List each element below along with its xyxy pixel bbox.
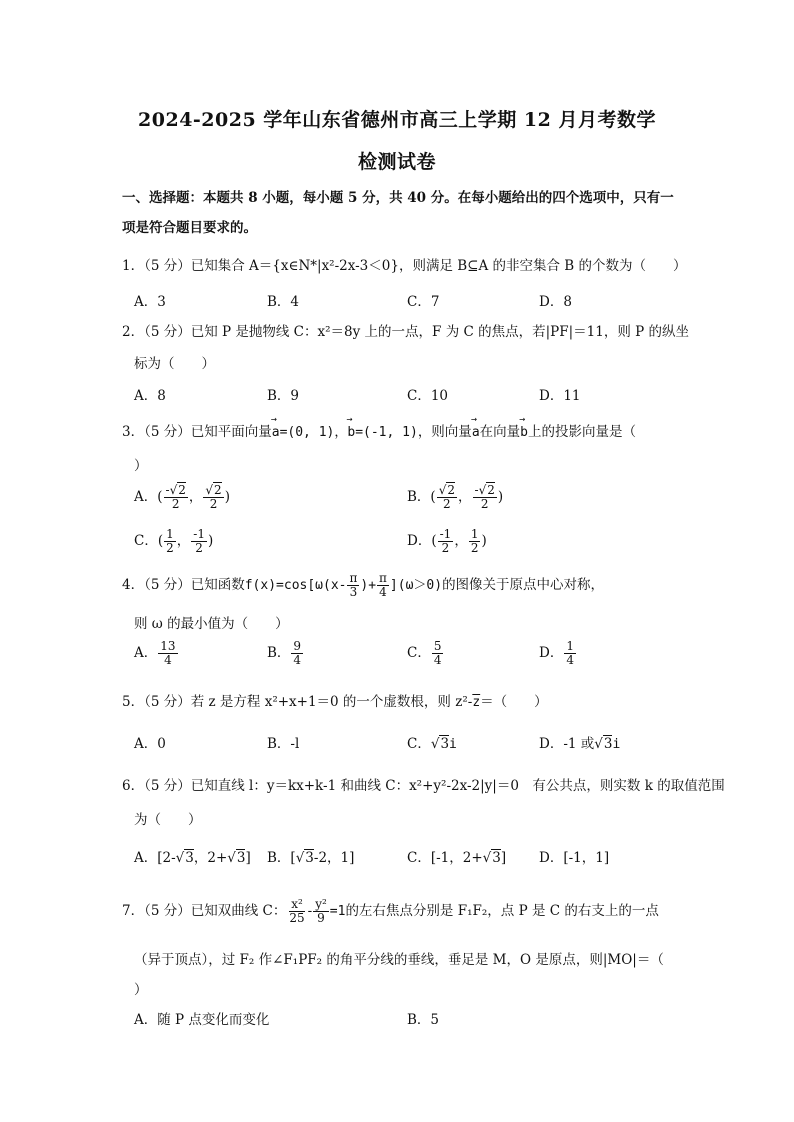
question-3-stem-cont: ） xyxy=(134,458,148,474)
exam-title-line1: 2024-2025 学年山东省德州市高三上学期 12 月月考数学 xyxy=(138,109,656,131)
question-3-option-b[interactable] xyxy=(407,484,503,511)
denominator: 2 xyxy=(470,541,479,555)
fraction xyxy=(203,484,223,511)
denominator: 4 xyxy=(293,653,302,667)
sqrt-value: 3 xyxy=(305,850,314,866)
option-label: C． xyxy=(407,736,431,752)
paren: ) xyxy=(497,489,504,505)
question-6-option-c[interactable] xyxy=(407,846,506,866)
question-4-option-c[interactable] xyxy=(407,640,444,667)
fraction xyxy=(564,640,576,667)
comma: ， xyxy=(176,533,191,549)
option-label: B．[ xyxy=(267,850,296,866)
sqrt-value: 3 xyxy=(603,736,613,752)
option-label: D． xyxy=(539,645,564,661)
separator: ，2+ xyxy=(193,850,228,866)
denominator: 2 xyxy=(480,497,489,511)
sqrt-value: 3 xyxy=(492,850,501,866)
question-3-option-d[interactable] xyxy=(407,528,487,555)
numerator: y² xyxy=(315,897,327,911)
question-6-option-b[interactable] xyxy=(267,846,354,866)
question-4-stem xyxy=(122,572,604,599)
question-4-option-a[interactable] xyxy=(134,640,179,667)
question-3-stem-end: 上的投影向量是（ xyxy=(527,424,636,440)
fraction xyxy=(469,528,481,555)
fraction xyxy=(437,484,457,511)
question-1-option-d[interactable]: D．8 xyxy=(539,294,572,310)
minus-sign: - xyxy=(193,527,198,541)
option-label: B． xyxy=(267,645,291,661)
question-2-option-d[interactable]: D．11 xyxy=(539,388,581,404)
question-1-stem: 1．（5 分）已知集合 A＝{x∈N*|x²-2x-3＜0}，则满足 B⊆A 的非空集合 B 的个数为（ ） xyxy=(122,258,687,274)
question-7-stem xyxy=(122,898,659,925)
fraction xyxy=(291,640,303,667)
minus-sign: - xyxy=(474,483,479,497)
plus-sign: )+ xyxy=(360,578,377,593)
question-1-option-c[interactable]: C．7 xyxy=(407,294,440,310)
numerator: 1 xyxy=(197,527,205,541)
sqrt-icon: √ xyxy=(438,483,447,497)
sqrt-value: 3 xyxy=(236,850,246,866)
question-2-option-b[interactable]: B．9 xyxy=(267,388,300,404)
numerator: 9 xyxy=(293,639,302,653)
numerator: 1 xyxy=(566,639,574,653)
fraction-x2-25 xyxy=(287,898,306,925)
section-heading-cont: 项是符合题目要求的。 xyxy=(122,220,257,236)
option-label: D．-1 或 xyxy=(539,736,595,752)
question-7-stem-end: 的左右焦点分别是 F₁F₂，点 P 是 C 的右支上的一点 xyxy=(345,903,659,919)
question-5-stem-pre: 5．（5 分）若 z 是方程 x²+x+1＝0 的一个虚数根，则 z²- xyxy=(122,694,473,710)
question-7-option-b[interactable]: B．5 xyxy=(407,1012,440,1028)
numerator: 1 xyxy=(470,527,479,541)
fraction xyxy=(164,528,176,555)
bracket: ] xyxy=(245,850,251,866)
bracket: ] xyxy=(500,850,507,866)
option-label: C． xyxy=(407,645,431,661)
fraction-pi-3 xyxy=(347,572,359,599)
option-label: A． xyxy=(134,489,158,505)
z-conjugate: $\overline{z}$ xyxy=(472,695,481,710)
question-3-stem-mid: ，则向量 xyxy=(417,424,472,440)
sqrt-value: 3 xyxy=(185,850,194,866)
question-4-stem-pre: 4．（5 分）已知函数 xyxy=(122,577,245,593)
question-6-option-a[interactable] xyxy=(134,846,251,866)
question-2-option-a[interactable]: A．8 xyxy=(134,388,166,404)
denominator: 2 xyxy=(195,541,203,555)
option-label: D． xyxy=(407,533,432,549)
vector-a: → a xyxy=(272,425,280,440)
numerator: 1 xyxy=(443,527,452,541)
sqrt-icon: √ xyxy=(430,736,440,752)
exam-title-line2: 检测试卷 xyxy=(357,151,436,173)
vector-a-ref: → a xyxy=(472,425,480,440)
vector-b-ref: → b xyxy=(520,425,528,440)
question-4-stem-cont: 则 ω 的最小值为（ ） xyxy=(134,616,289,632)
paren: ) xyxy=(224,489,230,505)
sqrt-icon: √ xyxy=(205,483,214,497)
question-3-stem-pre: 3．（5 分）已知平面向量 xyxy=(122,424,272,440)
vector-a-value: =(0, 1)， xyxy=(279,425,348,440)
question-7-stem-cont2: ） xyxy=(134,982,148,998)
question-7-stem-pre: 7．（5 分）已知双曲线 C： xyxy=(122,903,287,919)
option-label: C．[-1，2+ xyxy=(407,850,483,866)
vector-b-value: =(-1, 1) xyxy=(355,425,418,440)
numerator: π xyxy=(379,571,387,585)
sqrt-icon: √ xyxy=(175,850,185,866)
question-7-option-a[interactable]: A．随 P 点变化而变化 xyxy=(134,1012,270,1028)
option-label: B． xyxy=(407,489,431,505)
denominator: 2 xyxy=(209,497,218,511)
denominator: 2 xyxy=(441,541,450,555)
question-3-option-a[interactable] xyxy=(134,484,230,511)
denominator: 4 xyxy=(433,653,442,667)
sqrt-icon: √ xyxy=(594,736,603,752)
numerator: π xyxy=(349,571,358,585)
sqrt-icon: √ xyxy=(169,483,178,497)
question-5-stem-end: ＝（ ） xyxy=(480,694,548,710)
section-heading: 一、选择题：本题共 8 小题，每小题 5 分，共 40 分。在每小题给出的四个选项中，只有一 xyxy=(122,190,674,206)
question-5-option-a[interactable]: A．0 xyxy=(134,736,166,752)
denominator: 9 xyxy=(317,911,325,925)
question-4-option-b[interactable] xyxy=(267,640,304,667)
denominator: 4 xyxy=(379,585,387,599)
interval-end: -2，1] xyxy=(313,850,355,866)
fraction xyxy=(438,528,454,555)
option-label: A．[2- xyxy=(134,850,176,866)
question-6-stem: 6．（5 分）已知直线 l：y＝kx+k-1 和曲线 C：x²+y²-2x-2|y|＝0 有公共点，则实数 k 的取值范围 xyxy=(122,778,725,794)
question-5-stem xyxy=(122,690,548,710)
question-5-option-b[interactable]: B．-l xyxy=(267,736,300,752)
sqrt-icon: √ xyxy=(478,483,487,497)
denominator: 2 xyxy=(166,541,174,555)
comma: ， xyxy=(188,489,203,505)
sqrt-value: 2 xyxy=(447,483,455,497)
fraction xyxy=(473,484,497,511)
function-expression: f(x)=cos[ω(x- xyxy=(244,578,347,593)
question-2-stem-cont: 标为（ ） xyxy=(134,356,215,372)
sqrt-icon: √ xyxy=(227,850,236,866)
question-6-stem-cont: 为（ ） xyxy=(134,812,202,828)
paren: ( xyxy=(430,489,436,505)
imaginary-unit: i xyxy=(612,737,621,752)
comma: ， xyxy=(458,489,472,505)
sqrt-value: 2 xyxy=(178,483,186,497)
paren: ) xyxy=(481,533,487,549)
option-label: A． xyxy=(134,645,158,661)
question-1-option-b[interactable]: B．4 xyxy=(267,294,300,310)
question-1-option-a[interactable]: A．3 xyxy=(134,294,166,310)
sqrt-value: 2 xyxy=(214,483,222,497)
fraction xyxy=(164,484,188,511)
fraction xyxy=(432,640,444,667)
numerator: 13 xyxy=(160,639,176,653)
sqrt-icon: √ xyxy=(482,850,492,866)
paren: ( xyxy=(431,533,437,549)
question-3-stem xyxy=(122,420,636,440)
denominator: 25 xyxy=(289,911,305,925)
paren: ) xyxy=(207,533,214,549)
question-5-option-c[interactable] xyxy=(407,732,457,752)
minus-sign: - xyxy=(439,527,444,541)
option-label: C． xyxy=(134,533,158,549)
minus-sign: - xyxy=(165,483,170,497)
denominator: 2 xyxy=(443,497,451,511)
sqrt-value: 2 xyxy=(487,483,495,497)
denominator: 4 xyxy=(164,653,172,667)
denominator: 2 xyxy=(171,497,180,511)
sqrt-icon: √ xyxy=(295,850,305,866)
vector-b: → b xyxy=(347,425,355,440)
denominator: 3 xyxy=(349,585,358,599)
equals-one: =1 xyxy=(329,904,346,919)
fraction xyxy=(158,640,177,667)
minus-sign: - xyxy=(307,903,313,919)
question-3-stem-mid2: 在向量 xyxy=(479,424,521,440)
imaginary-unit: i xyxy=(449,737,457,752)
question-4-stem-end: 的图像关于原点中心对称， xyxy=(442,577,605,593)
comma: ， xyxy=(454,533,468,549)
fraction-pi-4 xyxy=(377,572,389,599)
numerator: 5 xyxy=(433,639,442,653)
sqrt-value: 3 xyxy=(440,736,450,752)
denominator: 4 xyxy=(566,653,574,667)
numerator: 1 xyxy=(166,527,174,541)
function-expression-end: ](ω＞0) xyxy=(389,578,443,593)
question-2-option-c[interactable]: C．10 xyxy=(407,388,449,404)
question-2-stem: 2．（5 分）已知 P 是抛物线 C：x²＝8y 上的一点，F 为 C 的焦点，若|PF|＝11，则 P 的纵坐 xyxy=(122,324,689,340)
question-5-option-d[interactable] xyxy=(539,732,620,752)
question-7-stem-cont: （异于顶点），过 F₂ 作∠F₁PF₂ 的角平分线的垂线，垂足是 M，O 是原点，则|MO|＝（ xyxy=(134,952,664,968)
numerator: x² xyxy=(291,897,303,911)
question-6-option-d[interactable]: D．[-1，1] xyxy=(539,850,610,866)
fraction-y2-9 xyxy=(313,898,329,925)
paren: ( xyxy=(157,533,164,549)
paren: ( xyxy=(157,489,163,505)
question-4-option-d[interactable] xyxy=(539,640,577,667)
question-3-option-c[interactable] xyxy=(134,528,213,555)
fraction xyxy=(191,528,207,555)
